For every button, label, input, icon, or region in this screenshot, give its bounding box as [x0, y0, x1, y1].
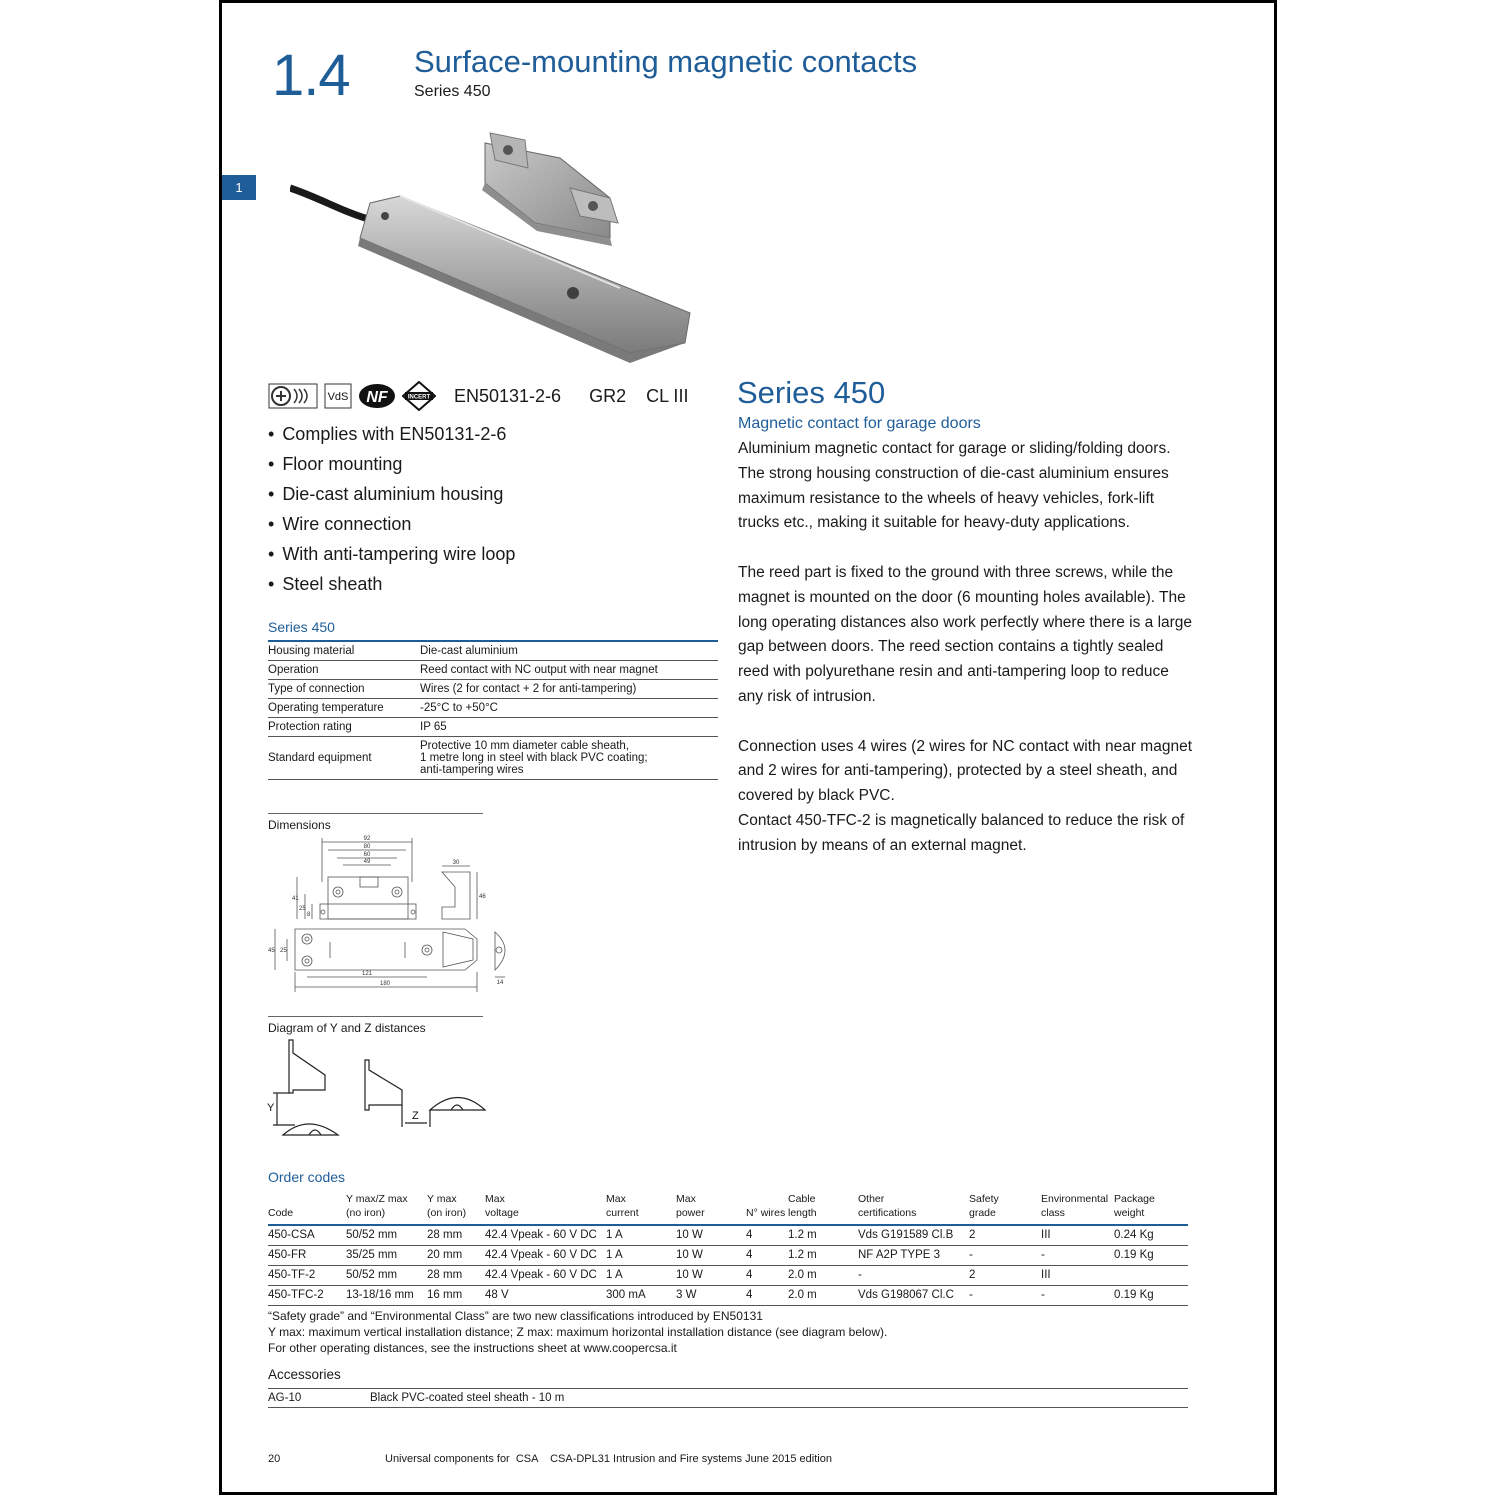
accessories-title: Accessories	[268, 1367, 341, 1382]
vds-certification-icon	[324, 383, 352, 409]
dim-label: 180	[379, 981, 391, 987]
spec-key: Type of connection	[268, 680, 420, 699]
z-axis-label: Z	[412, 1110, 419, 1122]
description-paragraph: Aluminium magnetic contact for garage or sliding/folding doors. The strong housing construction of die-cast aluminium ensures maximum resistance to the wheels of heavy vehicles, fork-lift trucks etc., making it suitable for heavy-duty applications.	[738, 440, 1171, 532]
dim-label: 80	[363, 844, 371, 850]
order-cell: 4	[746, 1286, 788, 1306]
spec-key: Standard equipment	[268, 737, 420, 780]
order-cell: -	[1041, 1286, 1114, 1306]
order-codes-table	[268, 1190, 1188, 1306]
feature-item: • Die-cast aluminium housing	[268, 482, 515, 512]
page-title: Surface-mounting magnetic contacts	[414, 44, 918, 79]
incert-label: INCERT	[407, 394, 431, 401]
order-cell: Vds G198067 Cl.C	[858, 1286, 969, 1306]
order-cell: 4	[746, 1246, 788, 1266]
order-cell: 28 mm	[427, 1225, 485, 1246]
order-column-header: Max voltage	[485, 1190, 606, 1225]
order-column-header: Y max (on iron)	[427, 1190, 485, 1225]
feature-item: • Steel sheath	[268, 572, 515, 602]
vds-label: VdS	[327, 391, 349, 403]
spec-value: IP 65	[420, 718, 718, 737]
divider	[268, 813, 483, 814]
order-cell: 450-TF-2	[268, 1266, 346, 1286]
cert-standard: EN50131-2-6	[454, 385, 562, 406]
yz-distance-diagram	[265, 1035, 490, 1145]
spec-row	[268, 699, 718, 718]
dim-label: 8	[307, 912, 311, 918]
imq-certification-icon	[268, 383, 318, 409]
order-cell: 0.19 Kg	[1114, 1246, 1188, 1266]
order-cell: 35/25 mm	[346, 1246, 427, 1266]
feature-list	[268, 422, 515, 602]
order-cell: 3 W	[676, 1286, 746, 1306]
nf-certification-icon	[358, 383, 396, 409]
order-cell: -	[858, 1266, 969, 1286]
order-cell: 2.0 m	[788, 1286, 858, 1306]
order-cell: 450-CSA	[268, 1225, 346, 1246]
order-cell: 50/52 mm	[346, 1225, 427, 1246]
note-line: “Safety grade” and “Environmental Class” are two new classifications introduced by EN50131	[268, 1309, 763, 1323]
order-cell: 0.19 Kg	[1114, 1286, 1188, 1306]
order-cell: 10 W	[676, 1225, 746, 1246]
order-cell: 20 mm	[427, 1246, 485, 1266]
spec-key: Protection rating	[268, 718, 420, 737]
order-column-header: Max power	[676, 1190, 746, 1225]
spec-table-title: Series 450	[268, 619, 335, 635]
description-paragraph: Connection uses 4 wires (2 wires for NC contact with near magnet and 2 wires for anti-tampering), protected by a steel sheath, and covered by black PVC.	[738, 737, 1193, 805]
feature-item: • Wire connection	[268, 512, 515, 542]
dim-label: 41	[292, 896, 299, 902]
feature-item: • Floor mounting	[268, 452, 515, 482]
cert-grade: GR2	[589, 385, 627, 406]
spec-table	[268, 640, 718, 780]
dim-label: 121	[361, 971, 373, 977]
spec-value: Reed contact with NC output with near magnet	[420, 661, 718, 680]
order-cell: 2	[969, 1266, 1041, 1286]
order-cell: 48 V	[485, 1286, 606, 1306]
spec-row	[268, 661, 718, 680]
order-column-header: Package weight	[1114, 1190, 1188, 1225]
yz-diagram-title: Diagram of Y and Z distances	[268, 1021, 426, 1035]
spec-key: Operating temperature	[268, 699, 420, 718]
incert-certification-icon	[402, 381, 436, 411]
divider	[268, 1016, 483, 1017]
series-subheading: Magnetic contact for garage doors	[738, 415, 981, 432]
order-cell: -	[969, 1246, 1041, 1266]
order-cell: 1.2 m	[788, 1225, 858, 1246]
dim-label: 49	[363, 859, 371, 865]
spec-key: Operation	[268, 661, 420, 680]
product-photo	[290, 128, 710, 373]
order-cell: Vds G191589 Cl.B	[858, 1225, 969, 1246]
order-cell: 28 mm	[427, 1266, 485, 1286]
order-notes	[268, 1308, 887, 1356]
footer-text: Universal components for CSA CSA-DPL31 Intrusion and Fire systems June 2015 edition	[385, 1453, 832, 1465]
order-cell: 1 A	[606, 1246, 676, 1266]
order-cell: 450-TFC-2	[268, 1286, 346, 1306]
accessories-table	[268, 1388, 1188, 1408]
order-codes-title: Order codes	[268, 1169, 346, 1185]
nf-label: NF	[366, 389, 388, 406]
order-cell: III	[1041, 1266, 1114, 1286]
order-column-header: Other certifications	[858, 1190, 969, 1225]
order-cell: -	[969, 1286, 1041, 1306]
order-row	[268, 1286, 1188, 1306]
note-line: For other operating distances, see the instructions sheet at www.coopercsa.it	[268, 1341, 677, 1355]
order-cell: 16 mm	[427, 1286, 485, 1306]
dim-label: 45	[268, 948, 275, 954]
order-cell: 50/52 mm	[346, 1266, 427, 1286]
spec-value: Die-cast aluminium	[420, 641, 718, 661]
y-axis-label: Y	[267, 1102, 275, 1114]
accessory-code: AG-10	[268, 1389, 370, 1408]
order-column-header: Cable length	[788, 1190, 858, 1225]
order-column-header: Code	[268, 1190, 346, 1225]
description-paragraph: The reed part is fixed to the ground with three screws, while the magnet is mounted on the door (6 mounting holes available). The long operating distances also work perfectly where there is a large gap between doors. The reed section contains a tightly sealed reed with polyurethane resin and anti-tampering loop to reduce any risk of intrusion.	[738, 563, 1193, 705]
series-heading: Series 450	[737, 375, 886, 410]
page-subtitle: Series 450	[414, 83, 491, 100]
order-cell: 42.4 Vpeak - 60 V DC	[485, 1246, 606, 1266]
note-line: Y max: maximum vertical installation distance; Z max: maximum horizontal installation distance (see diagram below).	[268, 1325, 888, 1339]
spec-value: -25°C to +50°C	[420, 699, 718, 718]
order-row	[268, 1266, 1188, 1286]
order-column-header: Max current	[606, 1190, 676, 1225]
order-cell: 2.0 m	[788, 1266, 858, 1286]
spec-row	[268, 737, 718, 780]
feature-item: • With anti-tampering wire loop	[268, 542, 515, 572]
spec-row	[268, 641, 718, 661]
order-cell: -	[1041, 1246, 1114, 1266]
dimensions-title: Dimensions	[268, 818, 331, 832]
certification-row	[268, 381, 688, 411]
chapter-number: 1.4	[272, 43, 350, 108]
order-cell	[1114, 1266, 1188, 1286]
order-cell: 4	[746, 1266, 788, 1286]
dim-label: 25	[299, 906, 306, 912]
order-cell: 13-18/16 mm	[346, 1286, 427, 1306]
dim-label: 60	[363, 852, 371, 858]
series-description	[738, 437, 1193, 859]
order-cell: 4	[746, 1225, 788, 1246]
dimensions-drawing	[265, 832, 520, 997]
dim-label: 14	[496, 980, 504, 986]
feature-item: • Complies with EN50131-2-6	[268, 422, 515, 452]
order-column-header: Environmental class	[1041, 1190, 1114, 1225]
order-cell: III	[1041, 1225, 1114, 1246]
accessory-description: Black PVC-coated steel sheath - 10 m	[370, 1389, 1188, 1408]
order-column-header: Y max/Z max (no iron)	[346, 1190, 427, 1225]
order-cell: 1 A	[606, 1266, 676, 1286]
spec-value: Wires (2 for contact + 2 for anti-tampering)	[420, 680, 718, 699]
order-cell: 42.4 Vpeak - 60 V DC	[485, 1266, 606, 1286]
accessory-row	[268, 1389, 1188, 1408]
chapter-side-tab[interactable]: 1	[222, 175, 256, 200]
order-cell: 42.4 Vpeak - 60 V DC	[485, 1225, 606, 1246]
spec-value: Protective 10 mm diameter cable sheath, 1 metre long in steel with black PVC coating; anti-tampering wires	[420, 737, 718, 780]
dim-label: 92	[363, 836, 371, 842]
order-cell: NF A2P TYPE 3	[858, 1246, 969, 1266]
order-cell: 10 W	[676, 1266, 746, 1286]
order-cell: 300 mA	[606, 1286, 676, 1306]
spec-row	[268, 718, 718, 737]
order-cell: 2	[969, 1225, 1041, 1246]
description-paragraph: Contact 450-TFC-2 is magnetically balanced to reduce the risk of intrusion by means of an external magnet.	[738, 811, 1185, 854]
dim-label: 25	[280, 948, 287, 954]
order-cell: 1 A	[606, 1225, 676, 1246]
order-row	[268, 1246, 1188, 1266]
order-cell: 10 W	[676, 1246, 746, 1266]
dim-label: 30	[452, 860, 460, 866]
order-cell: 0.24 Kg	[1114, 1225, 1188, 1246]
spec-key: Housing material	[268, 641, 420, 661]
order-column-header: Safety grade	[969, 1190, 1041, 1225]
order-row	[268, 1225, 1188, 1246]
order-column-header: N° wires	[746, 1190, 788, 1225]
spec-row	[268, 680, 718, 699]
order-cell: 1.2 m	[788, 1246, 858, 1266]
order-cell: 450-FR	[268, 1246, 346, 1266]
footer-page-number: 20	[268, 1453, 281, 1465]
cert-class: CL III	[646, 385, 689, 406]
dim-label: 46	[479, 894, 486, 900]
